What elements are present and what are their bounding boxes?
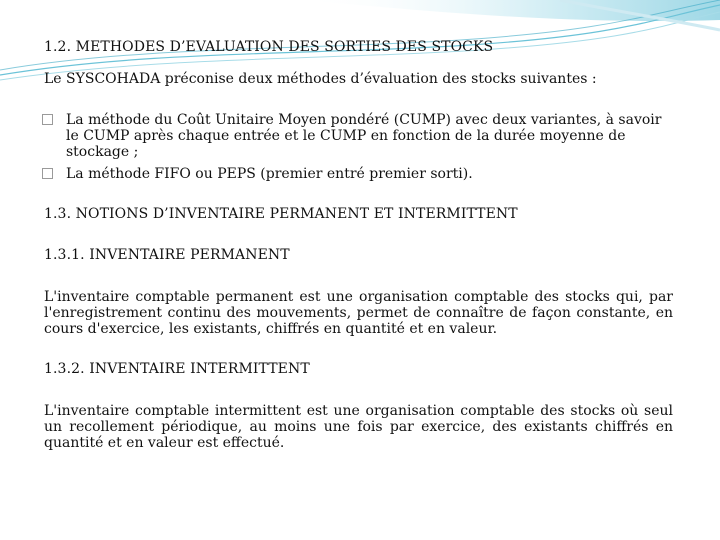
checkbox-bullet-icon bbox=[42, 168, 53, 179]
paragraph-inventaire-permanent: L'inventaire comptable permanent est une organisation comptable des stocks qui, par l'enregistrement continu des mouvements, permet de connaître de façon constante, en cours d'exercice, les existants, chiffrés en quantité et en valeur. bbox=[44, 289, 673, 337]
bullet-text-fifo: La méthode FIFO ou PEPS (premier entré premier sorti). bbox=[66, 166, 473, 182]
heading-notions-inventaire: 1.3. NOTIONS D’INVENTAIRE PERMANENT ET INTERMITTENT bbox=[44, 206, 518, 222]
bullet-item-fifo bbox=[44, 166, 674, 182]
heading-methodes-evaluation: 1.2. METHODES D’EVALUATION DES SORTIES DES STOCKS bbox=[44, 39, 494, 55]
bullet-text-cump: La méthode du Coût Unitaire Moyen pondéré (CUMP) avec deux variantes, à savoir le CUMP après chaque entrée et le CUMP en fonction de la durée moyenne de stockage ; bbox=[66, 112, 662, 160]
checkbox-bullet-icon bbox=[42, 114, 53, 125]
bullet-item-cump bbox=[44, 112, 674, 160]
paragraph-inventaire-intermittent: L'inventaire comptable intermittent est une organisation comptable des stocks où seul un recollement périodique, au moins une fois par exercice, des existants chiffrés en quantité et en valeur est effectué. bbox=[44, 403, 673, 451]
heading-inventaire-intermittent: 1.3.2. INVENTAIRE INTERMITTENT bbox=[44, 361, 310, 377]
heading-inventaire-permanent: 1.3.1. INVENTAIRE PERMANENT bbox=[44, 247, 290, 263]
intro-paragraph: Le SYSCOHADA préconise deux méthodes d’évaluation des stocks suivantes : bbox=[44, 71, 597, 87]
